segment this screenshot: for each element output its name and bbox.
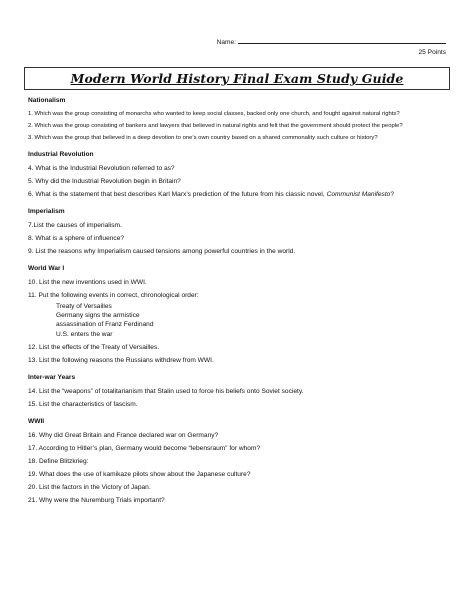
- list-item: Germany signs the armistice: [56, 312, 140, 320]
- points-label: 25 Points: [418, 49, 446, 56]
- question-21: 21. Why were the Nuremburg Trials important?: [28, 496, 165, 504]
- question-2: 2. Which was the group consisting of bankers and lawyers that believed in natural rights and felt that the government should protect the people?: [28, 123, 403, 129]
- question-13: 13. List the following reasons the Russians withdrew from WWI.: [28, 356, 214, 364]
- section-industrial-revolution: [28, 150, 454, 199]
- section-heading: WWII: [28, 417, 45, 425]
- question-16: 16. Why did Great Britain and France declared war on Germany?: [28, 431, 219, 439]
- name-blank-line[interactable]: [238, 36, 446, 44]
- page-title: Modern World History Final Exam Study Guide: [70, 71, 404, 86]
- question-20: 20. List the factors in the Victory of Japan.: [28, 483, 151, 491]
- question-9: 9. List the reasons why Imperialism caused tensions among powerful countries in the world.: [28, 248, 296, 255]
- name-label: Name:: [216, 39, 236, 46]
- question-6-book-title: Communist Manifesto: [326, 191, 391, 198]
- name-field: [0, 36, 446, 48]
- section-world-war-i: [28, 264, 454, 365]
- question-11: 11. Put the following events in correct, chronological order:: [28, 292, 199, 299]
- list-item: Treaty of Versailles: [56, 303, 112, 310]
- question-6-end: ?: [390, 191, 395, 198]
- question-19: 19. What does the use of kamikaze pilots show about the Japanese culture?: [28, 470, 251, 478]
- question-3: 3. Which was the group that believed in a deep devotion to one’s own country based on a shared commonality such culture or history?: [28, 135, 378, 141]
- question-18: 18. Define Blitzkrieg:: [28, 457, 89, 465]
- question-10: 10. List the new inventions used in WWI.: [28, 279, 147, 286]
- question-5: 5. Why did the Industrial Revolution begin in Britain?: [28, 178, 181, 185]
- questions-content: [28, 96, 454, 513]
- question-8: 8. What is a sphere of influence?: [28, 235, 125, 242]
- question-6-text: 6. What is the statement that best describes Karl Marx’s prediction of the future from his classic novel,: [28, 191, 325, 198]
- chronology-events-list: [28, 302, 454, 339]
- question-6: [28, 190, 454, 199]
- section-wwii: [28, 417, 454, 505]
- list-item: assassination of Franz Ferdinand: [56, 321, 154, 329]
- question-17: 17. According to Hitler’s plan, Germany would become “lebensraum” for whom?: [28, 444, 261, 452]
- title-box: [24, 67, 450, 90]
- section-heading: Imperialism: [28, 208, 65, 215]
- question-7: 7.List the causes of imperialism.: [28, 222, 122, 229]
- section-heading: Nationalism: [28, 97, 66, 104]
- header: [0, 36, 446, 58]
- list-item: U.S. enters the war: [56, 330, 113, 338]
- section-nationalism: [28, 96, 454, 142]
- section-heading: Inter-war Years: [28, 373, 76, 381]
- question-12: 12. List the effects of the Treaty of Versailles.: [28, 343, 160, 351]
- question-14: 14. List the “weapons” of totalitarianism that Stalin used to force his beliefs onto Soviet society.: [28, 387, 304, 395]
- section-imperialism: [28, 207, 454, 256]
- question-4: 4. What is the Industrial Revolution referred to as?: [28, 165, 175, 172]
- section-inter-war-years: [28, 373, 454, 409]
- section-heading: World War I: [28, 265, 65, 272]
- section-heading: Industrial Revolution: [28, 151, 94, 158]
- question-1: 1. Which was the group consisting of monarchs who wanted to keep social classes, backed only one church, and fought against natural rights?: [28, 111, 400, 117]
- question-15: 15. List the characteristics of fascism.: [28, 400, 138, 408]
